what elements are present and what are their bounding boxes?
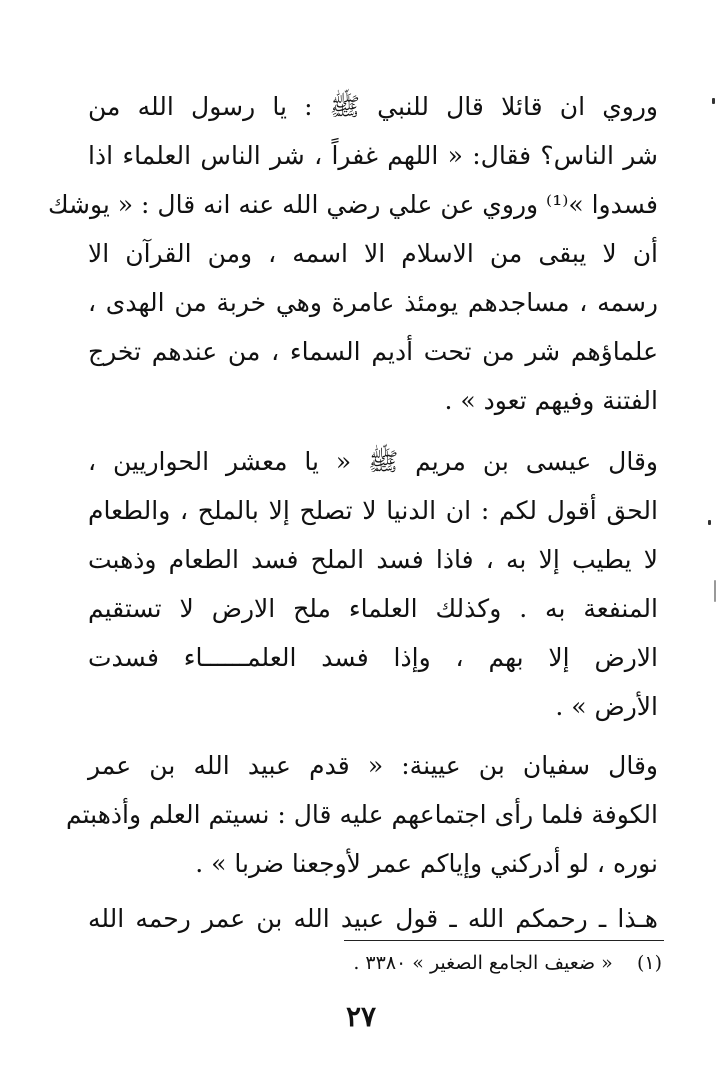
text-line: المنفعة به . وكذلك العلماء ملح الارض لا تستقيم [88, 594, 658, 623]
text-line: شر الناس؟ فقال: « اللهم غفراً ، شر الناس العلماء اذا [88, 141, 658, 170]
paragraph-3 [65, 741, 658, 888]
paragraph-1 [47, 82, 658, 425]
footnote-text: « ضعيف الجامع الصغير » ٣٣٨٠ . [353, 952, 613, 974]
footnote-marker: (١) [636, 952, 662, 974]
scan-edge-mark [714, 580, 716, 602]
paragraph-2 [88, 437, 658, 731]
text-line: الارض إلا بهم ، وإذا فسد العلمــــــاء فسدت [88, 643, 658, 672]
footnote [300, 952, 662, 974]
text-line: الفتنة وفيهم تعود » . [444, 386, 658, 415]
text-line: الأرض » . [555, 692, 658, 721]
text-line: وروي ان قائلا قال للنبي ﷺ : يا رسول الله من [88, 92, 658, 121]
footnote-divider [344, 940, 664, 941]
scan-edge-mark [712, 98, 715, 104]
text-line: أن لا يبقى من الاسلام الا اسمه ، ومن القرآن الا [88, 239, 658, 268]
text-line: وقال عيسى بن مريم ﷺ « يا معشر الحواريين ، [88, 447, 658, 476]
text-line: فسدوا »⁽¹⁾ وروي عن علي رضي الله عنه انه قال : « يوشك [47, 190, 658, 219]
text-line: نوره ، لو أدركني وإياكم عمر لأوجعنا ضربا » . [195, 849, 658, 878]
scan-edge-mark [708, 520, 711, 525]
text-line: الكوفة فلما رأى اجتماعهم عليه قال : نسيتم العلم وأذهبتم [65, 800, 658, 829]
page-number: ٢٧ [345, 1000, 377, 1033]
paragraph-4 [88, 894, 658, 943]
text-line: هـذا ـ رحمكم الله ـ قول عبيد الله بن عمر رحمه الله [88, 904, 658, 933]
text-line: رسمه ، مساجدهم يومئذ عامرة وهي خربة من الهدى ، [88, 288, 658, 317]
text-line: لا يطيب إلا به ، فاذا فسد الملح فسد الطعام وذهبت [88, 545, 658, 574]
text-line: الحق أقول لكم : ان الدنيا لا تصلح إلا بالملح ، والطعام [88, 496, 658, 525]
text-line: وقال سفيان بن عيينة: « قدم عبيد الله بن عمر [88, 751, 658, 780]
text-line: علماؤهم شر من تحت أديم السماء ، من عندهم تخرج [88, 337, 658, 366]
body-text [47, 82, 658, 943]
